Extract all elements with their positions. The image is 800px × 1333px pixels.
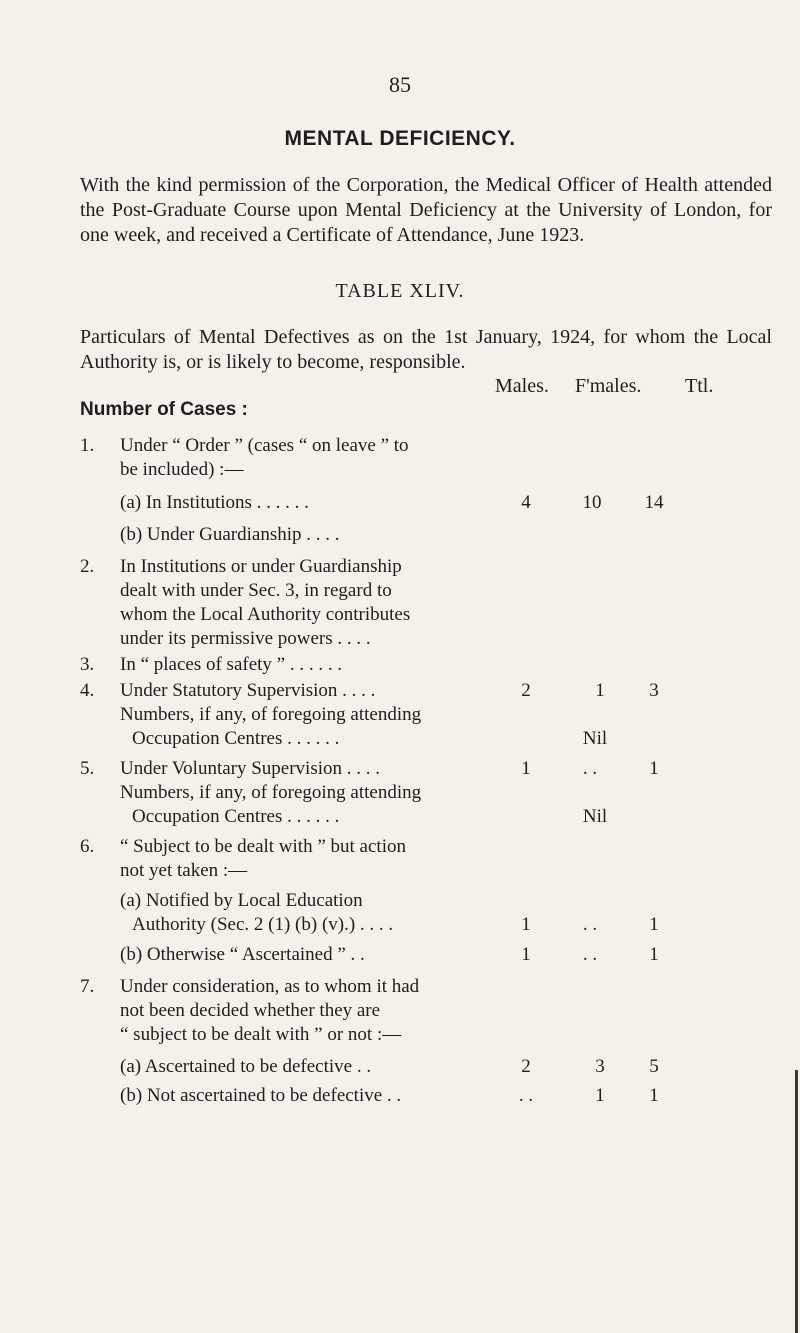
row-text-line: (a) Notified by Local Education xyxy=(120,890,363,911)
total-value: 14 xyxy=(644,492,664,513)
row-text-line: Under Voluntary Supervision . . . . xyxy=(120,758,381,779)
females-value: . . xyxy=(582,944,598,965)
row-text-line: whom the Local Authority contributes xyxy=(120,604,411,625)
column-header-males: Males. xyxy=(495,375,549,397)
total-value: 1 xyxy=(649,914,659,935)
total-value: 1 xyxy=(649,944,659,965)
row-text-line: Numbers, if any, of foregoing attending xyxy=(120,782,422,803)
total-value: 1 xyxy=(649,758,659,779)
males-value: 1 xyxy=(521,914,531,935)
row-text-line: be included) :— xyxy=(120,459,244,480)
row-text-line: (a) Ascertained to be defective . . xyxy=(120,1056,372,1077)
column-header-females: F'males. xyxy=(575,375,642,397)
total-value: 1 xyxy=(649,1085,659,1106)
total-value: 3 xyxy=(649,680,659,701)
page-edge-shadow xyxy=(795,1070,798,1333)
total-value: 5 xyxy=(649,1056,659,1077)
particulars-paragraph: Particulars of Mental Defectives as on the 1st January, 1924, for whom the Local Authority is, or is likely to become, responsible. xyxy=(80,326,772,373)
cases-subheading: Number of Cases : xyxy=(80,399,248,420)
males-value: . . xyxy=(518,1085,534,1106)
females-value: Nil xyxy=(582,806,608,827)
males-value: 4 xyxy=(521,492,531,513)
females-value: 1 xyxy=(595,680,605,701)
males-value: 1 xyxy=(521,944,531,965)
row-number: 1. xyxy=(80,435,95,456)
row-number: 5. xyxy=(80,758,95,779)
row-number: 3. xyxy=(80,654,95,675)
row-text-line: Occupation Centres . . . . . . xyxy=(132,806,340,827)
males-value: 1 xyxy=(521,758,531,779)
intro-paragraph: With the kind permission of the Corporation, the Medical Officer of Health attended the Post-Graduate Course upon Mental Deficiency at the University of London, for one week, and received a Certificate of Attendance, June 1923. xyxy=(80,174,772,246)
row-number: 4. xyxy=(80,680,95,701)
row-text-line: In Institutions or under Guardianship xyxy=(120,556,402,577)
males-value: 2 xyxy=(521,680,531,701)
females-value: 10 xyxy=(582,492,602,513)
row-text-line: (b) Under Guardianship . . . . xyxy=(120,524,340,545)
females-value: 1 xyxy=(595,1085,605,1106)
table-title: TABLE XLIV. xyxy=(335,280,465,302)
females-value: . . xyxy=(582,914,598,935)
row-text-line: “ subject to be dealt with ” or not :— xyxy=(120,1024,402,1045)
males-value: 2 xyxy=(521,1056,531,1077)
row-text-line: Occupation Centres . . . . . . xyxy=(132,728,340,749)
row-text-line: Under consideration, as to whom it had xyxy=(120,976,420,997)
females-value: . . xyxy=(582,758,598,779)
page-heading: MENTAL DEFICIENCY. xyxy=(284,127,516,150)
row-text-line: Numbers, if any, of foregoing attending xyxy=(120,704,422,725)
row-text-line: Authority (Sec. 2 (1) (b) (v).) . . . . xyxy=(132,914,394,935)
row-number: 7. xyxy=(80,976,95,997)
row-number: 2. xyxy=(80,556,95,577)
column-header-total: Ttl. xyxy=(685,375,714,397)
row-number: 6. xyxy=(80,836,95,857)
females-value: 3 xyxy=(595,1056,605,1077)
row-text-line: (b) Otherwise “ Ascertained ” . . xyxy=(120,944,365,965)
row-text-line: under its permissive powers . . . . xyxy=(120,628,371,649)
row-text-line: not yet taken :— xyxy=(120,860,248,881)
row-text-line: dealt with under Sec. 3, in regard to xyxy=(120,580,392,601)
page-number: 85 xyxy=(389,72,411,97)
row-text-line: not been decided whether they are xyxy=(120,1000,381,1021)
row-text-line: Under “ Order ” (cases “ on leave ” to xyxy=(120,435,409,456)
row-text-line: “ Subject to be dealt with ” but action xyxy=(120,836,406,857)
row-text-line: (a) In Institutions . . . . . . xyxy=(120,492,309,513)
row-text-line: Under Statutory Supervision . . . . xyxy=(120,680,376,701)
row-text-line: In “ places of safety ” . . . . . . xyxy=(120,654,343,675)
row-text-line: (b) Not ascertained to be defective . . xyxy=(120,1085,402,1106)
females-value: Nil xyxy=(582,728,608,749)
